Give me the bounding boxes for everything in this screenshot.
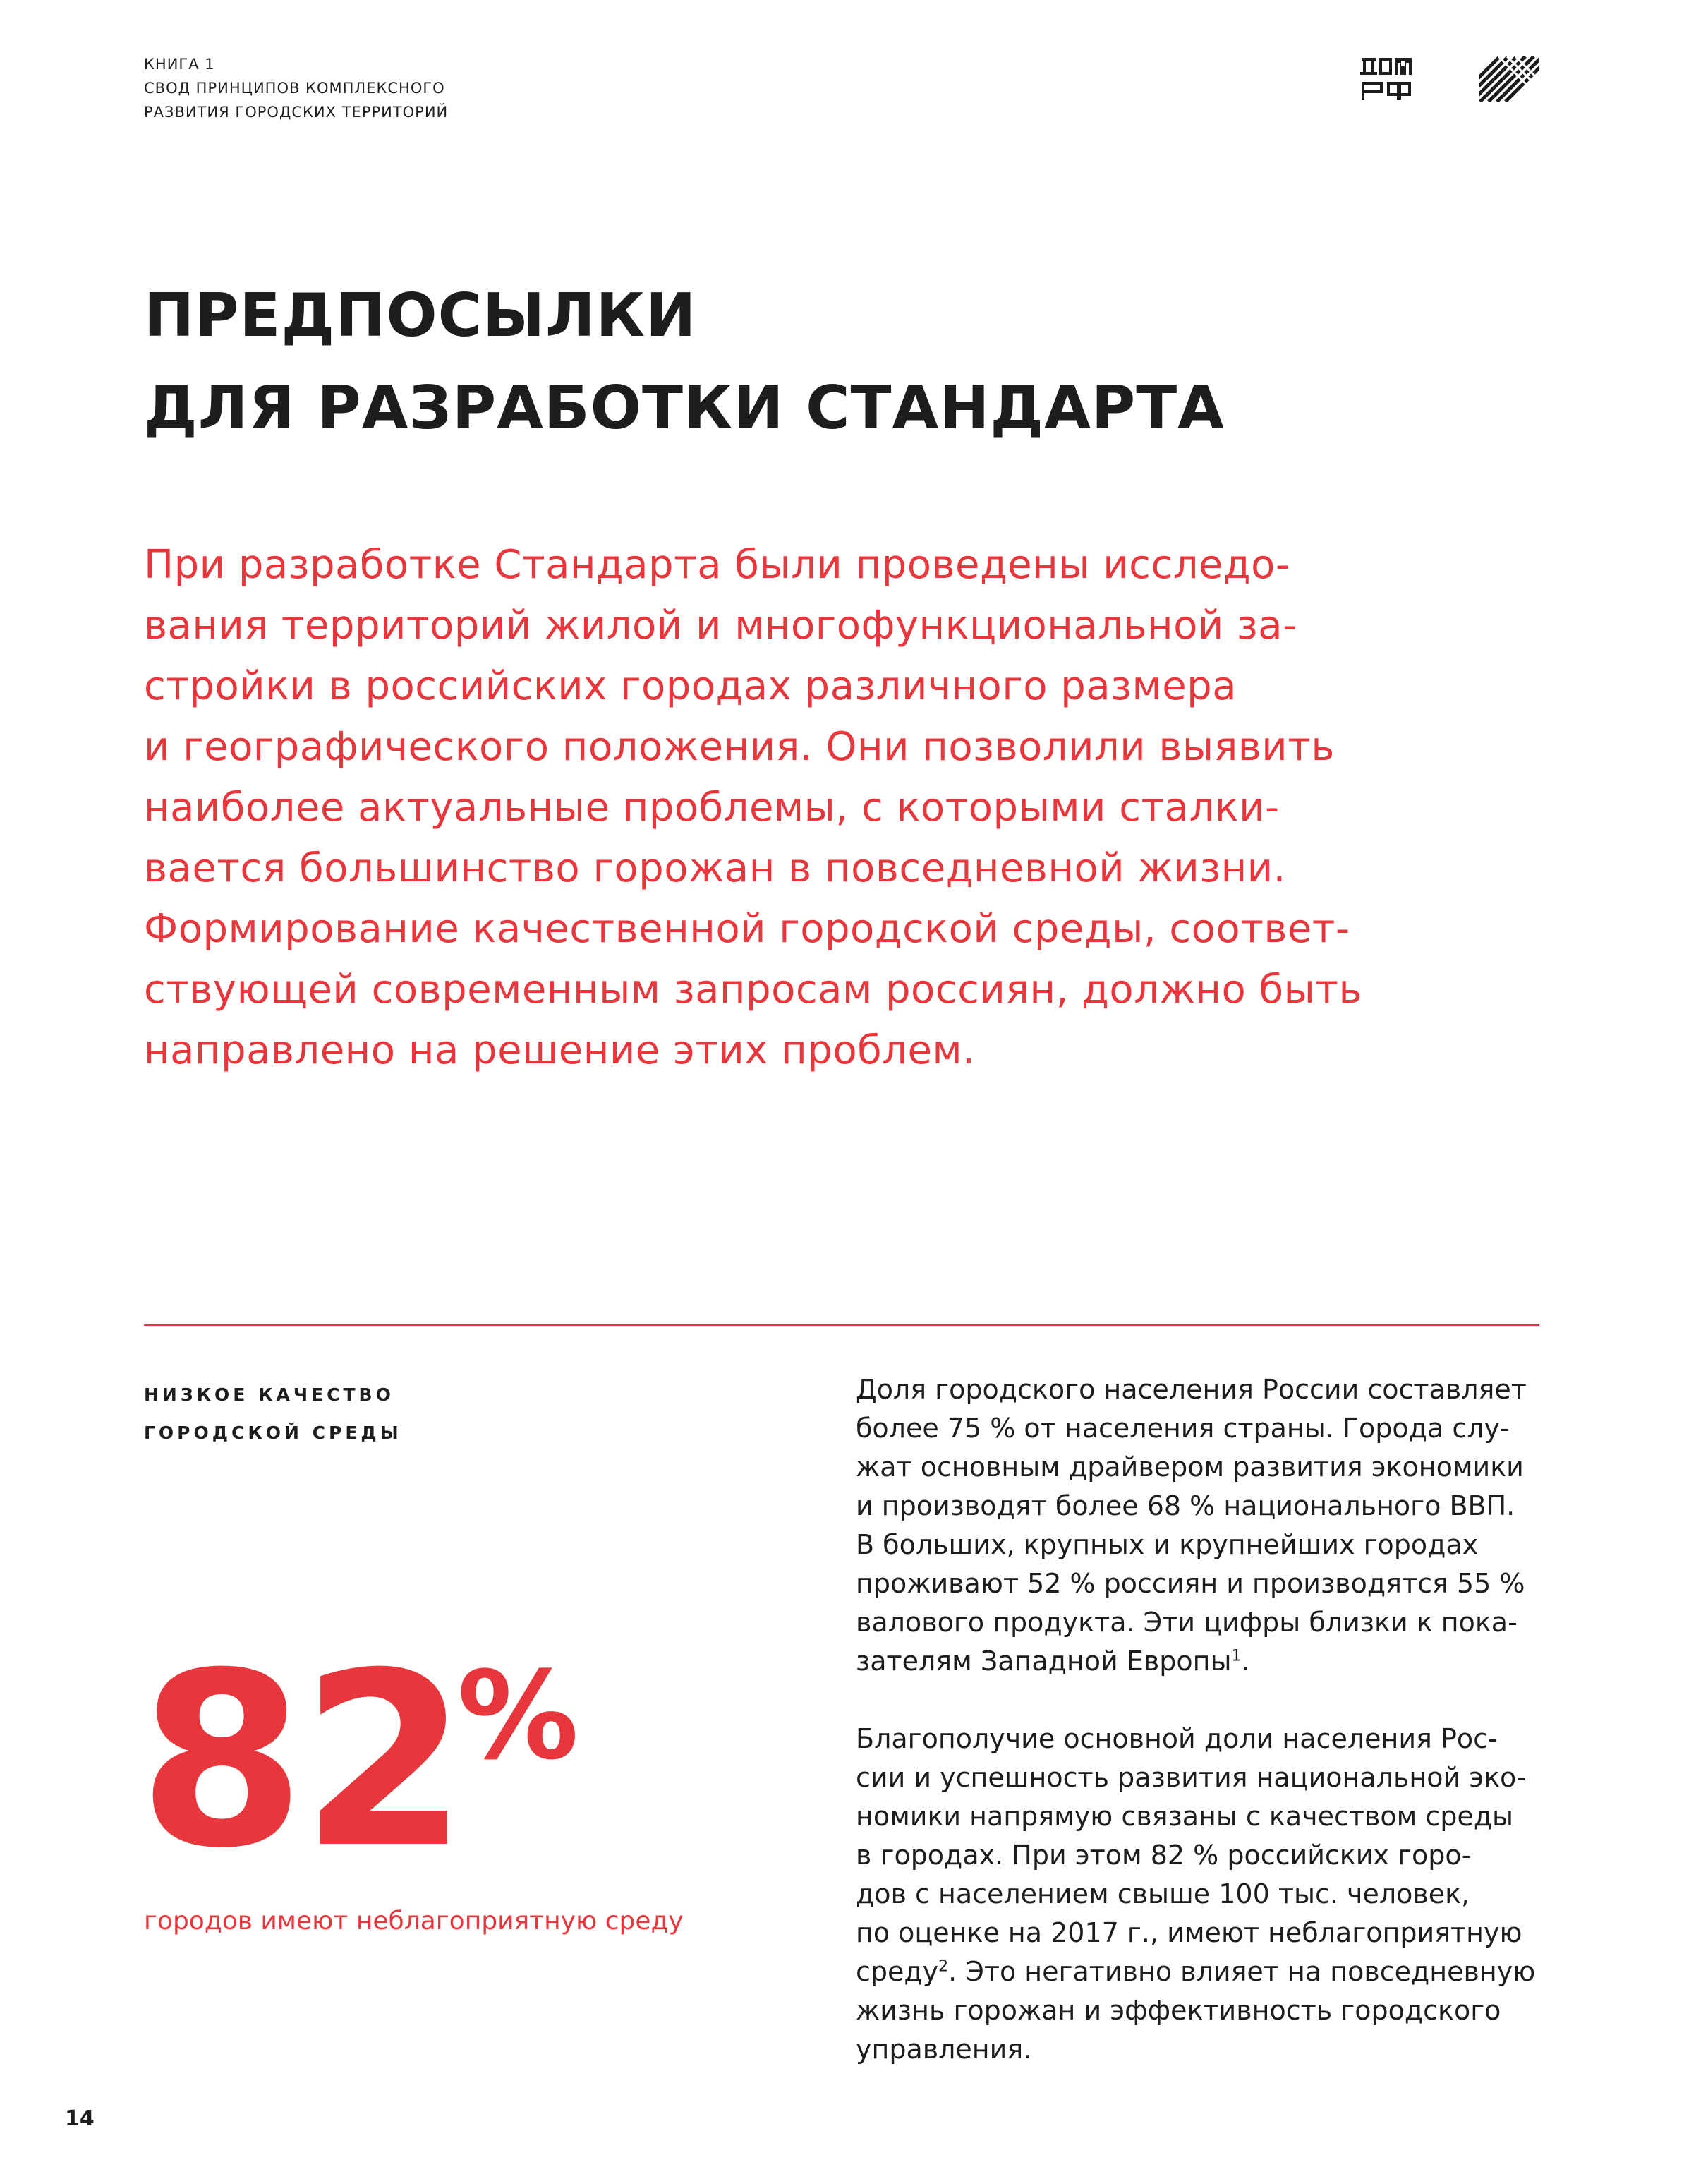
stat-value: 82 (138, 1622, 464, 1901)
body-line: проживают 52 % россиян и производятся 55 % (856, 1568, 1525, 1599)
page-title-line-1: ПРЕДПОСЫЛКИ (144, 281, 697, 351)
body-text (856, 1370, 1535, 2069)
section-label (144, 1376, 402, 1452)
body-text-fragment: среду (856, 1956, 939, 1987)
lead-line: вается большинство горожан в повседневной жизни. (144, 845, 1286, 891)
body-line: более 75 % от населения страны. Города слу- (856, 1413, 1510, 1444)
body-line: жат основным драйвером развития экономики (856, 1451, 1524, 1483)
page-number: 14 (65, 2106, 95, 2131)
stat-caption: городов имеют неблагоприятную среду (144, 1907, 684, 1936)
lead-line: наиболее актуальные проблемы, с которыми сталки- (144, 785, 1280, 831)
lead-line: При разработке Стандарта были проведены исследо- (144, 542, 1290, 588)
body-line: В больших, крупных и крупнейших городах (856, 1529, 1479, 1560)
footnote-ref[interactable]: 2 (938, 1957, 949, 1976)
section-label-line-1: НИЗКОЕ КАЧЕСТВО (144, 1384, 394, 1405)
body-text-fragment: зателям Западной Европы (856, 1646, 1232, 1677)
body-line: по оценке на 2017 г., имеют неблагоприятную (856, 1917, 1522, 1948)
header-subtitle-line-2: РАЗВИТИЯ ГОРОДСКИХ ТЕРРИТОРИЙ (144, 104, 449, 121)
body-line: жизнь горожан и эффективность городского (856, 1995, 1501, 2026)
section-label-line-2: ГОРОДСКОЙ СРЕДЫ (144, 1423, 402, 1443)
lead-line: вания территорий жилой и многофункциональной за- (144, 603, 1297, 648)
body-line: валового продукта. Эти цифры близки к пока- (856, 1607, 1518, 1638)
lead-line: Формирование качественной городской среды, соответ- (144, 906, 1350, 952)
header-subtitle-line-1: СВОД ПРИНЦИПОВ КОМПЛЕКСНОГО (144, 80, 445, 97)
lead-line: стройки в российских городах различного размера (144, 663, 1237, 709)
body-line: сии и успешность развития национальной эко- (856, 1762, 1526, 1793)
body-line (856, 1642, 1535, 1681)
lead-line: и географического положения. Они позволили выявить (144, 724, 1335, 770)
footnote-ref[interactable]: 1 (1231, 1647, 1242, 1665)
pattern-logo-icon (1479, 56, 1539, 102)
page-title-line-2: ДЛЯ РАЗРАБОТКИ СТАНДАРТА (144, 373, 1225, 443)
body-line: в городах. При этом 82 % российских горо- (856, 1840, 1472, 1871)
section-divider (144, 1324, 1539, 1326)
page-title (144, 270, 1225, 454)
body-line: дов с населением свыше 100 тыс. человек, (856, 1878, 1470, 1909)
body-text-fragment: . (1241, 1646, 1250, 1677)
lead-paragraph (144, 535, 1362, 1081)
body-line: Доля городского населения России составляет (856, 1374, 1527, 1405)
body-line (856, 1952, 1535, 1991)
body-line: управления. (856, 2034, 1032, 2065)
body-paragraph-2 (856, 1720, 1535, 2069)
body-line: и производят более 68 % национального ВВП. (856, 1490, 1515, 1521)
body-paragraph-1 (856, 1370, 1535, 1681)
dom-rf-logo-icon (1360, 56, 1412, 102)
paragraph-gap (856, 1681, 1535, 1720)
body-line: Благополучие основной доли населения Рос- (856, 1723, 1498, 1754)
lead-line: направлено на решение этих проблем. (144, 1027, 976, 1073)
stat-unit: % (457, 1645, 579, 1787)
lead-line: ствующей современным запросам россиян, должно быть (144, 967, 1362, 1013)
running-header (144, 52, 448, 124)
body-line: номики напрямую связаны с качеством среды (856, 1801, 1514, 1832)
body-text-fragment: . Это негативно влияет на повседневную (948, 1956, 1536, 1987)
book-label: КНИГА 1 (144, 56, 215, 73)
